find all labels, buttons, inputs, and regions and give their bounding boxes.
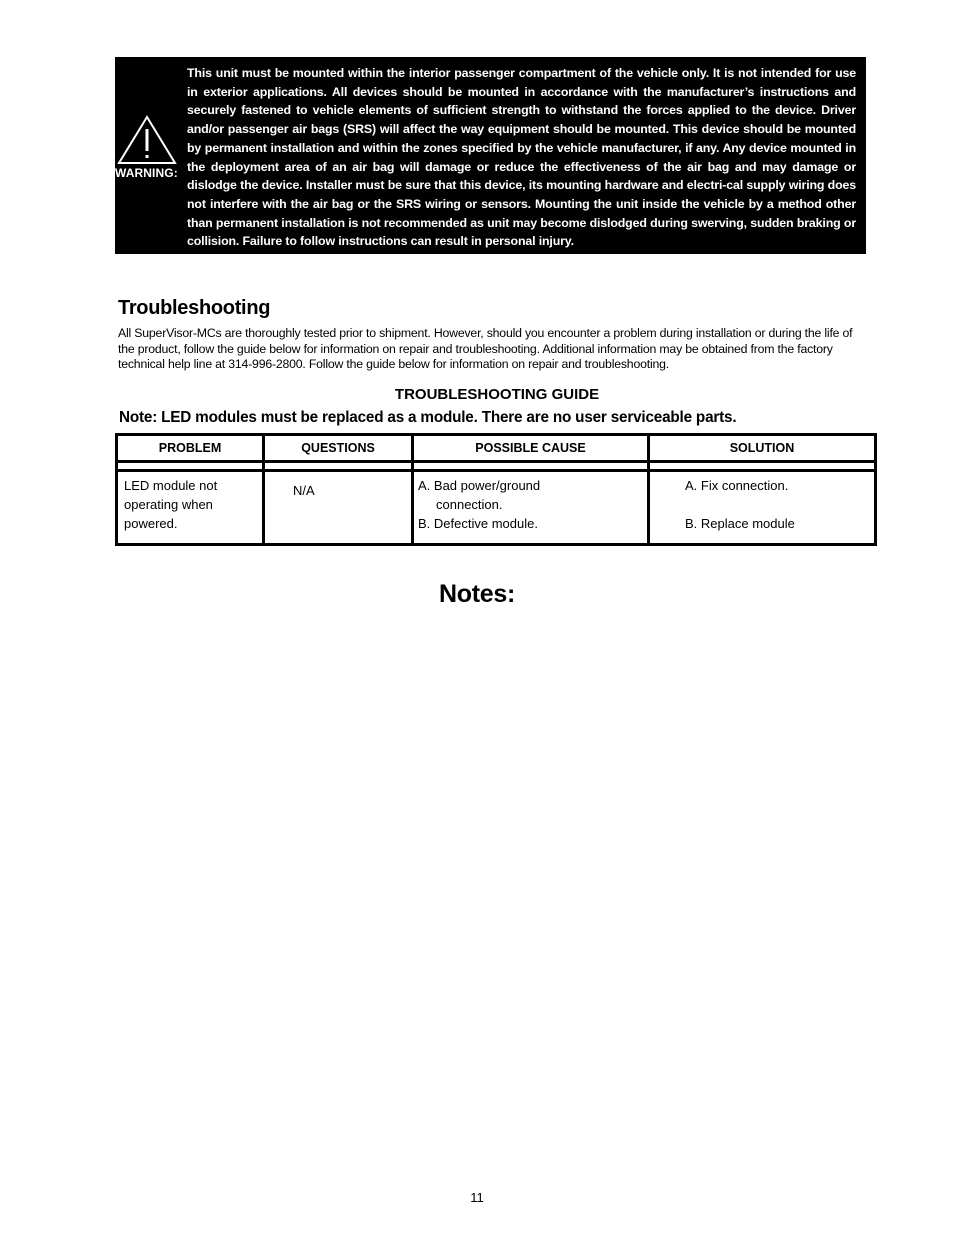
- cause-line: B. Defective module.: [418, 516, 538, 531]
- warning-triangle-icon: [117, 115, 177, 165]
- cell-questions: [264, 471, 413, 545]
- solution-line: B. Replace module: [685, 516, 795, 531]
- cell-solution: [649, 471, 876, 545]
- table-spacer-row: [117, 462, 876, 471]
- questions-text: N/A: [293, 483, 315, 498]
- header-questions: QUESTIONS: [264, 435, 413, 462]
- cause-line: A. Bad power/ground: [418, 478, 541, 493]
- cause-line: connection.: [436, 497, 503, 512]
- cell-possible-cause: [413, 471, 649, 545]
- cell-problem: [117, 471, 264, 545]
- problem-line: LED module not: [124, 478, 218, 493]
- intro-paragraph: All SuperVisor-MCs are thoroughly tested prior to shipment. However, should you encounter a problem during installation or during the life of the product, follow the guide below for information on repair and troubleshooting. Additional information may be obtained from the factory technical help line at 314-996-2800. Follow the guide below for information on repair and troubleshooting.: [118, 326, 853, 372]
- guide-note: Note: LED modules must be replaced as a module. There are no user serviceable parts.: [119, 409, 737, 426]
- warning-box: [115, 57, 866, 254]
- problem-line: operating when: [124, 497, 213, 512]
- table-row: [117, 471, 876, 545]
- notes-title: Notes:: [439, 580, 515, 608]
- page-number: 11: [470, 1190, 484, 1205]
- guide-title: TROUBLESHOOTING GUIDE: [394, 386, 600, 403]
- header-problem: PROBLEM: [117, 435, 264, 462]
- solution-line: A. Fix connection.: [685, 478, 789, 493]
- warning-text: This unit must be mounted within the interior passenger compartment of the vehicle only. It is not intended for use in exterior applications. All devices should be mounted in accordance with the manufacturer’s instructions and securely fastened to vehicle elements of sufficient strength to withstand the forces applied to the device. Driver and/or passenger air bags (SRS) will affect the way equipment should be mounted. This device should be mounted by permanent installation and within the zones specified by the vehicle manufacturer, if any. Any device mounted in the deployment area of an air bag will damage or reduce the effectiveness of the air bag and may damage or dislodge the device. Installer must be sure that this device, its mounting hardware and electri-cal supply wiring does not interfere with the air bag or the SRS wiring or sensors. Mounting the unit inside the vehicle by a method other than permanent installation is not recommended as unit may become dislodged during swerving, sudden braking or collision. Failure to follow instructions can result in personal injury.: [187, 66, 856, 249]
- header-possible-cause: POSSIBLE CAUSE: [413, 435, 649, 462]
- header-solution: SOLUTION: [649, 435, 876, 462]
- warning-label: WARNING:: [115, 166, 178, 180]
- troubleshooting-table: [115, 433, 877, 546]
- problem-line: powered.: [124, 516, 178, 531]
- section-title: Troubleshooting: [118, 297, 271, 319]
